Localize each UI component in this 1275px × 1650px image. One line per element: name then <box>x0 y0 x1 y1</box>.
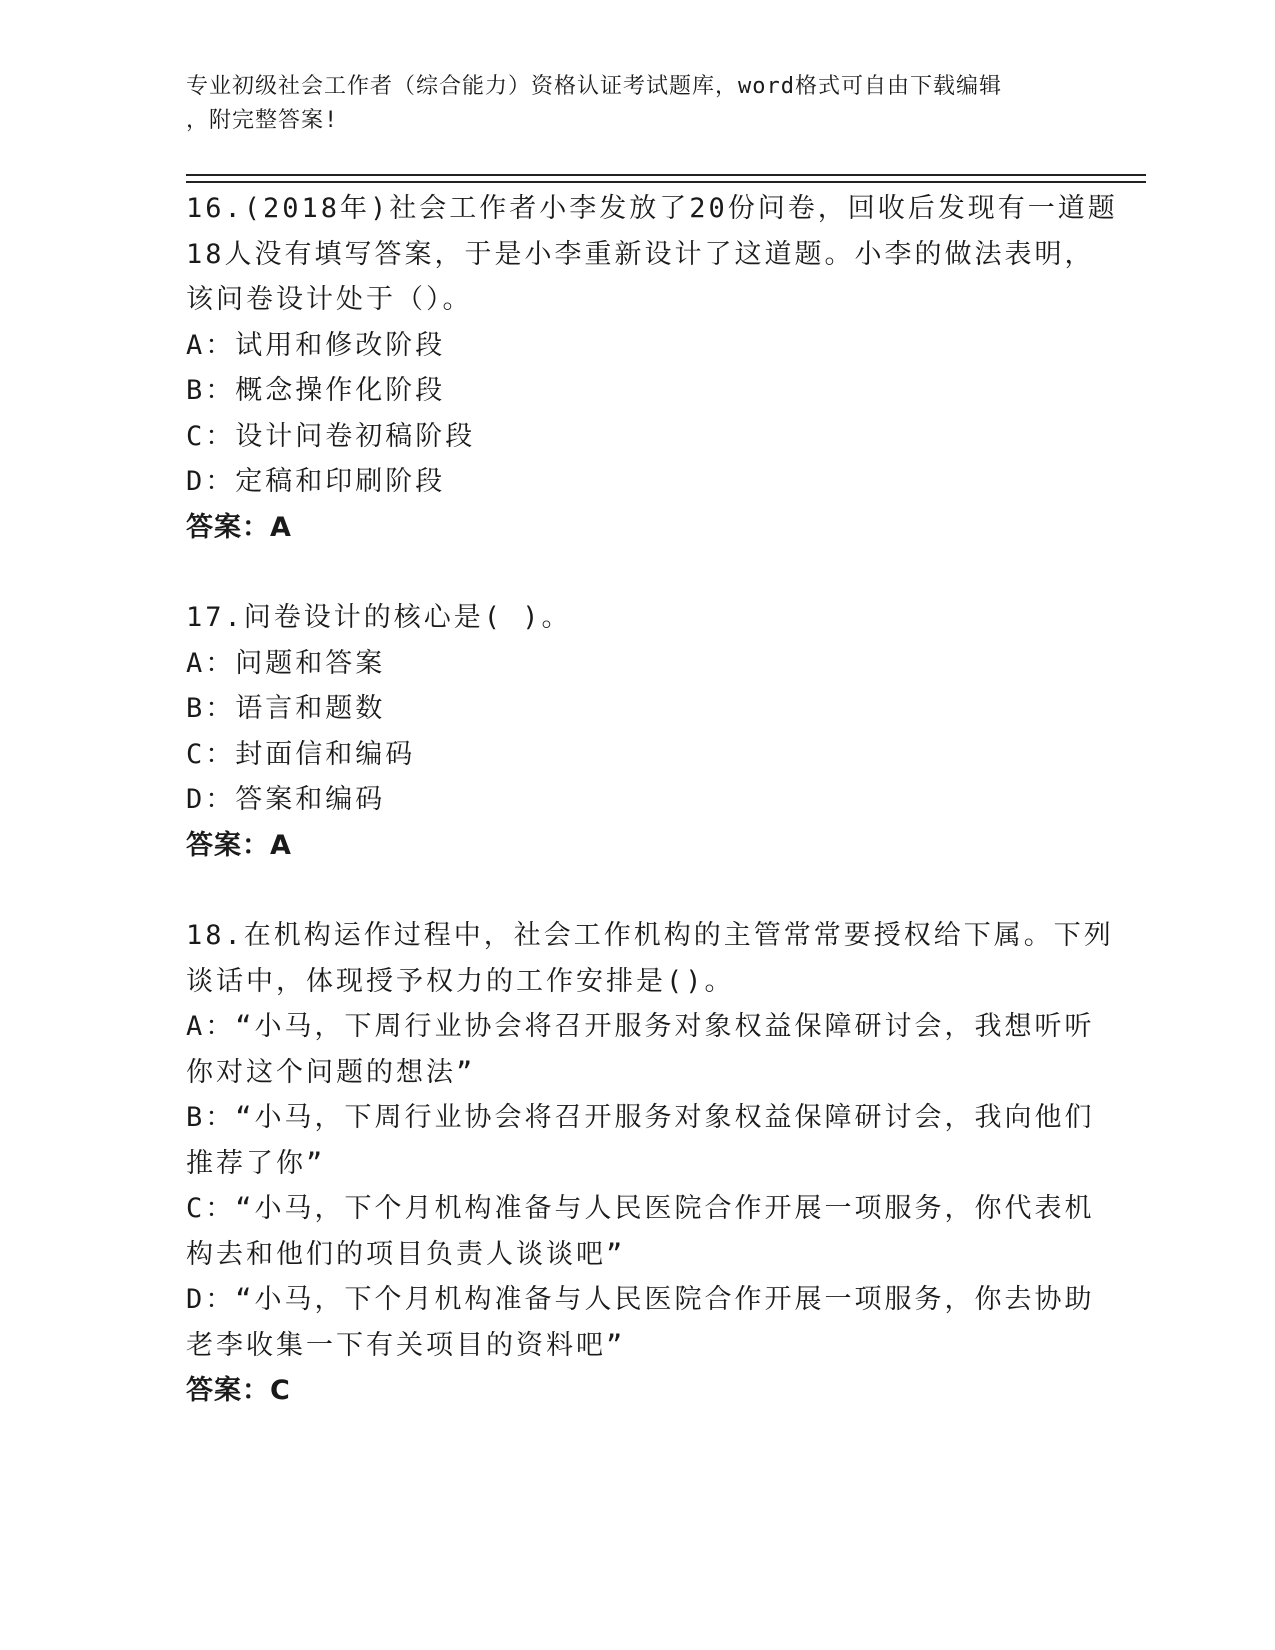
header-line-2: ，附完整答案! <box>186 108 339 133</box>
option-c: C：“小马，下个月机构准备与人民医院合作开展一项服务，你代表机 <box>186 1193 1095 1224</box>
question-16 <box>186 186 1118 550</box>
question-stem-line: 17.问卷设计的核心是( )。 <box>186 602 572 633</box>
option-a: A：“小马，下周行业协会将召开服务对象权益保障研讨会，我想听听 <box>186 1011 1095 1042</box>
option-c: C：设计问卷初稿阶段 <box>186 420 476 452</box>
question-stem-line: 该问卷设计处于（）。 <box>186 284 473 315</box>
answer-line: 答案：C <box>186 1375 291 1406</box>
option-b: B：概念操作化阶段 <box>186 375 446 406</box>
question-stem-line: 18.在机构运作过程中，社会工作机构的主管常常要授权给下属。下列 <box>186 920 1114 951</box>
option-b: B：语言和题数 <box>186 693 386 724</box>
header-rule-top <box>186 174 1146 176</box>
header-line-1: 专业初级社会工作者（综合能力）资格认证考试题库，word格式可自由下载编辑 <box>186 74 1002 99</box>
option-d-continuation: 老李收集一下有关项目的资料吧” <box>186 1329 626 1361</box>
option-d: D：答案和编码 <box>186 784 386 815</box>
header-rule-bottom <box>186 181 1146 183</box>
option-d: D：定稿和印刷阶段 <box>186 466 446 497</box>
question-17 <box>186 595 1086 868</box>
answer-line: 答案：A <box>186 511 292 543</box>
option-b-continuation: 推荐了你” <box>186 1147 326 1179</box>
answer-line: 答案：A <box>186 829 292 861</box>
question-stem-line: 16.(2018年)社会工作者小李发放了20份问卷，回收后发现有一道题 <box>186 193 1118 224</box>
option-c: C：封面信和编码 <box>186 738 416 770</box>
document-header <box>186 70 1066 138</box>
option-a: A：试用和修改阶段 <box>186 329 446 361</box>
option-a: A：问题和答案 <box>186 647 386 679</box>
question-list <box>186 186 1118 1414</box>
question-18 <box>186 913 1114 1414</box>
option-c-continuation: 构去和他们的项目负责人谈谈吧” <box>186 1238 626 1270</box>
question-stem-line: 谈话中，体现授予权力的工作安排是()。 <box>186 965 735 997</box>
question-stem-line: 18人没有填写答案，于是小李重新设计了这道题。小李的做法表明， <box>186 238 1095 270</box>
option-d: D：“小马，下个月机构准备与人民医院合作开展一项服务，你去协助 <box>186 1284 1095 1315</box>
spacer <box>186 550 1086 595</box>
spacer <box>186 868 1086 913</box>
option-a-continuation: 你对这个问题的想法” <box>186 1056 476 1088</box>
option-b: B：“小马，下周行业协会将召开服务对象权益保障研讨会，我向他们 <box>186 1102 1095 1133</box>
